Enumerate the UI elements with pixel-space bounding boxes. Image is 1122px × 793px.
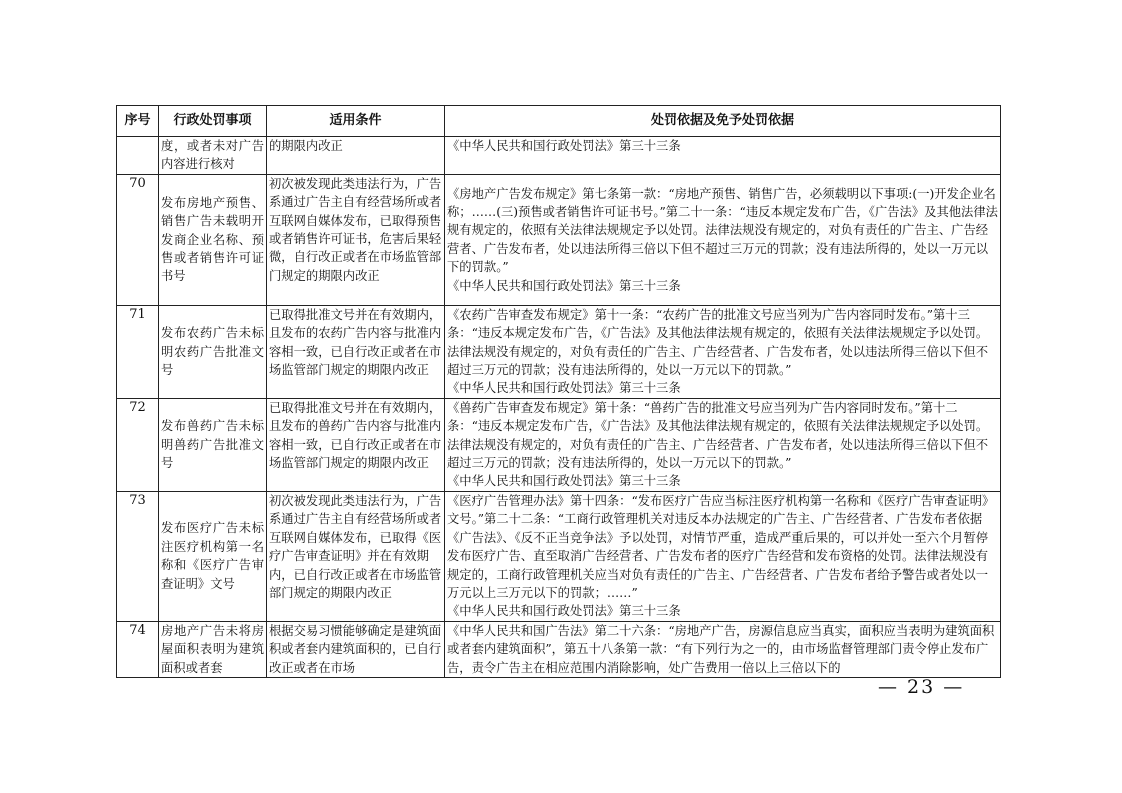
row-number: 74 [117,621,159,677]
row-condition: 初次被发现此类违法行为，广告系通过广告主自有经营场所或者互联网自媒体发布，已取得《医疗广告审查证明》并在有效期内，已自行改正或者在市场监管部门规定的期限内改正 [267,491,445,621]
row-condition: 已取得批准文号并在有效期内，且发布的农药广告内容与批准内容相一致，已自行改正或者在市场监管部门规定的期限内改正 [267,305,445,398]
header-basis: 处罚依据及免予处罚依据 [445,106,1001,137]
row-basis [445,398,1001,491]
row-item: 度，或者未对广告内容进行核对 [159,137,267,175]
row-condition: 的期限内改正 [267,137,445,175]
row-basis [445,621,1001,677]
page-number: — 23 — [878,676,965,698]
penalty-table [116,105,1001,678]
row-number: 72 [117,398,159,491]
basis-line: 《医疗广告管理办法》第十四条：“发布医疗广告应当标注医疗机构第一名称和《医疗广告审查证明》文号。”第二十二条：“工商行政管理机关对违反本办法规定的广告主、广告经营者、广告发布者依据《广告法》、《反不正当竞争法》予以处罚，对情节严重，造成严重后果的，可以并处一至六个月暂停发布医疗广告、直至取消广告经营者、广告发布者的医疗广告经营和发布资格的处罚。法律法规没有规定的，工商行政管理机关应当对负有责任的广告主、广告经营者、广告发布者给予警告或者处以一万元以上三万元以下的罚款；……” [447,493,995,600]
basis-line: 《中华人民共和国行政处罚法》第三十三条 [447,474,681,489]
basis-line: 《中华人民共和国行政处罚法》第三十三条 [447,381,681,396]
row-condition: 已取得批准文号并在有效期内，且发布的兽药广告内容与批准内容相一致，已自行改正或者在市场监管部门规定的期限内改正 [267,398,445,491]
basis-line: 《中华人民共和国行政处罚法》第三十三条 [447,604,681,619]
table-row [117,621,1001,677]
table-row [117,174,1001,305]
header-condition: 适用条件 [267,106,445,137]
row-basis [445,137,1001,175]
row-item: 房地产广告未将房屋面积表明为建筑面积或者套 [159,621,267,677]
row-number: 73 [117,491,159,621]
table-header-row [117,106,1001,137]
row-number: 70 [117,174,159,305]
row-number: 71 [117,305,159,398]
row-basis [445,305,1001,398]
basis-line: 《兽药广告审查发布规定》第十条：“兽药广告的批准文号应当列为广告内容同时发布。”第十二条：“违反本规定发布广告，《广告法》及其他法律法规有规定的，依照有关法律法规规定予以处罚。法律法规没有规定的，对负有责任的广告主、广告经营者、广告发布者，处以违法所得三倍以下但不超过三万元的罚款；没有违法所得的，处以一万元以下的罚款。” [447,400,989,471]
basis-line: 《农药广告审查发布规定》第十一条：“农药广告的批准文号应当列为广告内容同时发布。”第十三条：“违反本规定发布广告，《广告法》及其他法律法规有规定的，依照有关法律法规规定予以处罚。法律法规没有规定的，对负有责任的广告主、广告经营者、广告发布者，处以违法所得三倍以下但不超过三万元的罚款；没有违法所得的，处以一万元以下的罚款。” [447,307,989,378]
row-item: 发布兽药广告未标明兽药广告批准文号 [159,398,267,491]
row-condition: 根据交易习惯能够确定是建筑面积或者套内建筑面积的，已自行改正或者在市场 [267,621,445,677]
table-row [117,305,1001,398]
table-row [117,398,1001,491]
header-item: 行政处罚事项 [159,106,267,137]
row-item: 发布房地产预售、销售广告未载明开发商企业名称、预售或者销售许可证书号 [159,174,267,305]
row-basis [445,174,1001,305]
basis-line: 《房地产广告发布规定》第七条第一款：“房地产预售、销售广告，必须载明以下事项:(一)开发企业名称；……(三)预售或者销售许可证书号。”第二十一条：“违反本规定发布广告，《广告法》及其他法律法规有规定的，依照有关法律法规规定予以处罚。法律法规没有规定的，对负有责任的广告主、广告经营者、广告发布者，处以违法所得三倍以下但不超过三万元的罚款；没有违法所得的，处以一万元以下的罚款。” [447,186,998,275]
row-number [117,137,159,175]
table-row [117,491,1001,621]
table-row-continuation [117,137,1001,175]
row-condition: 初次被发现此类违法行为，广告系通过广告主自有经营场所或者互联网自媒体发布，已取得预售或者销售许可证书，危害后果轻微，自行改正或者在市场监管部门规定的期限内改正 [267,174,445,305]
row-basis [445,491,1001,621]
basis-line: 《中华人民共和国行政处罚法》第三十三条 [447,139,681,153]
header-no: 序号 [117,106,159,137]
basis-line: 《中华人民共和国行政处罚法》第三十三条 [447,278,681,293]
basis-line: 《中华人民共和国广告法》第二十六条：“房地产广告，房源信息应当真实，面积应当表明为建筑面积或者套内建筑面积”，第五十八条第一款：“有下列行为之一的，由市场监督管理部门责令停止发布广告，责令广告主在相应范围内消除影响，处广告费用一倍以上三倍以下的 [447,623,995,675]
row-item: 发布农药广告未标明农药广告批准文号 [159,305,267,398]
row-item: 发布医疗广告未标注医疗机构第一名称和《医疗广告审查证明》文号 [159,491,267,621]
